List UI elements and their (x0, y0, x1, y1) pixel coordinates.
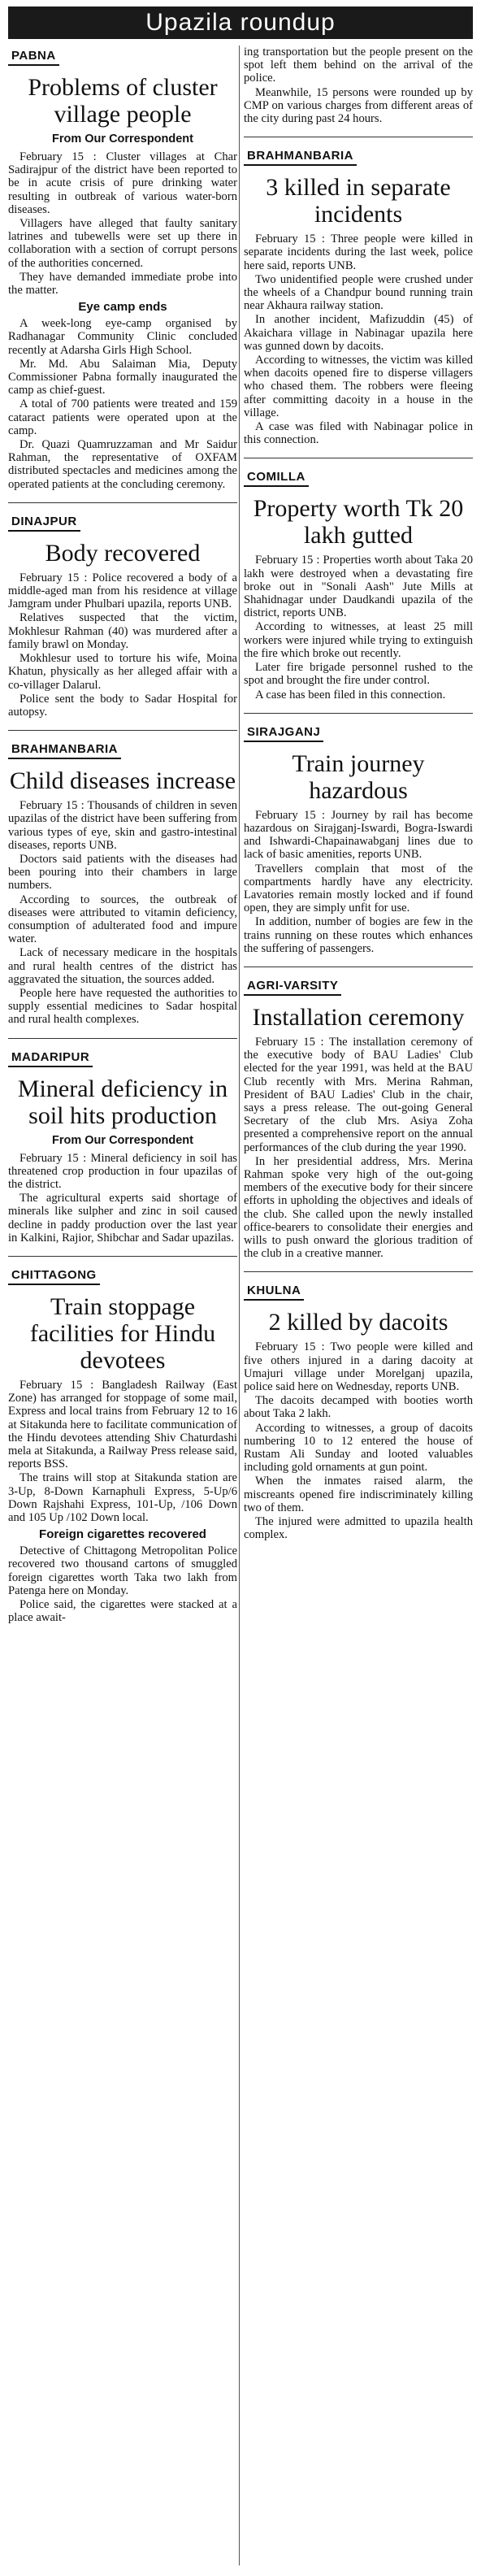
story-dateline: SIRAJGANJ (244, 723, 323, 742)
story-paragraph: They have demanded immediate probe into the matter. (8, 270, 237, 298)
story-dateline: KHULNA (244, 1282, 304, 1301)
section-banner: Upazila roundup (8, 7, 473, 39)
story-paragraph: Doctors said patients with the diseases had been pouring into their chambers in large numbers. (8, 852, 237, 893)
story-paragraph: Relatives suspected that the victim, Mokhlesur Rahman (40) was murdered after a family brawl on Monday. (8, 611, 237, 651)
news-story (8, 739, 237, 1026)
story-dateline: BRAHMANBARIA (8, 741, 121, 759)
story-rule (8, 1256, 237, 1257)
news-story (244, 467, 473, 701)
left-column (8, 46, 237, 1636)
story-paragraph: In another incident, Mafizuddin (45) of Akaichara village in Nabinagar upazila here was gunned down by dacoits. (244, 313, 473, 353)
story-paragraph: A week-long eye-camp organised by Radhanagar Community Clinic concluded recently at Adarsha Girls High School. (8, 317, 237, 357)
story-paragraph: February 15 : Three people were killed in separate incidents during the last week, police here said, reports UNB. (244, 232, 473, 272)
story-headline: Installation ceremony (252, 1003, 465, 1031)
story-dateline: MADARIPUR (8, 1049, 93, 1067)
story-paragraph: A total of 700 patients were treated and 159 cataract patients were operated upon at the camp. (8, 397, 237, 437)
story-paragraph: February 15 : Mineral deficiency in soil has threatened crop production in four upazilas of the district. (8, 1151, 237, 1191)
story-dateline: BRAHMANBARIA (244, 147, 357, 166)
news-story (8, 1265, 237, 1624)
right-column (244, 46, 473, 1553)
story-paragraph: Dr. Quazi Quamruzzaman and Mr Saidur Rahman, the representative of OXFAM distributed spectacles and medicines among the operated patients at the concluding ceremony. (8, 438, 237, 491)
story-rule (244, 1271, 473, 1272)
story-paragraph: A case was filed with Nabinagar police in this connection. (244, 420, 473, 447)
story-paragraph: Police said, the cigarettes were stacked at a place await- (8, 1598, 237, 1625)
story-dateline: COMILLA (244, 468, 309, 487)
story-paragraph: In addition, number of bogies are few in the trains running on these routes which enhances the suffering of passengers. (244, 915, 473, 955)
story-dateline: AGRI-VARSITY (244, 977, 341, 996)
story-paragraph: February 15 : Cluster villages at Char Sadirajpur of the district have been reported to be in acute crisis of pure drinking water resulting in outbreak of various water-born diseases. (8, 150, 237, 216)
story-paragraph: The agricultural experts said shortage of minerals like sulpher and zinc in soil caused decline in paddy production over the last year in Kalkini, Rajior, Shibchar and Sadar upazilas. (8, 1192, 237, 1245)
story-paragraph: February 15 : The installation ceremony of the executive body of BAU Ladies' Club elected for the year 1991, was held at the BAU Club recently with Mrs. Merina Rahman, President of BAU Ladies' Club in the chair, says a press release. The out-going General Secretary of the club Mrs. Asiya Zoha presented a comprehensive report on the annual performances of the club during the year 1990. (244, 1035, 473, 1154)
story-paragraph: In her presidential address, Mrs. Merina Rahman spoke very high of the out-going members of the executive body for their sincere efforts in upholding the objectives and ideals of the club. She called upon the newly installed office-bearers to consolidate their energies and wills to push onward the glorious tradition of the club in a creative manner. (244, 1154, 473, 1261)
story-paragraph: February 15 : Properties worth about Taka 20 lakh were destroyed when a devastating fire broke out in "Sonali Aash" Jute Mills at Shahidnagar under Daudkandi upazila of the district, reports UNB. (244, 554, 473, 620)
story-paragraph: Meanwhile, 15 persons were rounded up by CMP on various charges from different areas of the city during past 24 hours. (244, 85, 473, 126)
story-dateline: DINAJPUR (8, 513, 80, 532)
story-paragraph: Two unidentified people were crushed under the wheels of a Chandpur bound running train near Akhaura railway station. (244, 272, 473, 313)
story-paragraph: According to witnesses, the victim was killed when dacoits opened fire to disperse villagers who chased them. The robbers were fleeing after committing dacoity in a house in the village. (244, 354, 473, 419)
story-paragraph: Detective of Chittagong Metropolitan Police recovered two thousand cartons of smuggled foreign cigarettes worth Taka two lakh from Patenga here on Monday. (8, 1544, 237, 1597)
news-story (244, 722, 473, 955)
story-paragraph: According to sources, the outbreak of diseases were attributed to vitamin deficiency, consumption of adulterated food and impure water. (8, 893, 237, 946)
story-rule (8, 730, 237, 731)
story-paragraph: February 15 : Journey by rail has become hazardous on Sirajganj-Iswardi, Bogra-Iswardi and Ishwardi-Chapainawabganj lines due to lack of basic amenities, reports UNB. (244, 808, 473, 862)
story-paragraph: February 15 : Bangladesh Railway (East Zone) has arranged for stoppage of some mail, Express and local trains from February 12 to 16 at Sitakunda here to facilitate communication of the Hindu devotees attending Shiv Chaturdashi mela at Sitakunda, a Railway Press release said, reports BSS. (8, 1378, 237, 1471)
story-headline: Child diseases increase (9, 767, 236, 795)
story-paragraph: The trains will stop at Sitakunda station are 3-Up, 8-Down Karnaphuli Express, 5-Up/6 Down Rajshahi Express, 101-Up, /106 Down and 105 Up /102 Down local. (8, 1471, 237, 1525)
news-story (244, 1280, 473, 1541)
column-divider (239, 46, 240, 2565)
news-story (8, 46, 237, 491)
news-story (8, 1047, 237, 1245)
story-headline: 2 killed by dacoits (268, 1309, 448, 1336)
story-paragraph: Travellers complain that most of the compartments hardly have any electricity. Lavatories remain mostly locked and if found open, they are simply unfit for use. (244, 862, 473, 915)
story-paragraph: When the inmates raised alarm, the miscreants opened fire indiscriminately killing two of them. (244, 1475, 473, 1514)
story-rule (244, 713, 473, 714)
story-byline: From Our Correspondent (51, 1133, 193, 1147)
story-dateline: CHITTAGONG (8, 1266, 100, 1285)
news-story (244, 46, 473, 125)
story-paragraph: According to witnesses, at least 25 mill workers were injured while trying to extinguish the fire which broke out recently. (244, 620, 473, 660)
story-paragraph: February 15 : Police recovered a body of a middle-aged man from his residence at village Jamgram under Phulbari upazila, reports UNB. (8, 571, 237, 611)
story-paragraph: The dacoits decamped with booties worth about Taka 2 lakh. (244, 1394, 473, 1421)
story-headline: Train stoppage facilities for Hindu devotees (29, 1292, 216, 1374)
story-paragraph: Mr. Md. Abu Salaiman Mia, Deputy Commissioner Pabna formally inaugurated the camp as chief-guest. (8, 357, 237, 397)
story-paragraph: Later fire brigade personnel rushed to the spot and brought the fire under control. (244, 661, 473, 688)
story-paragraph: According to witnesses, a group of dacoits numbering 10 to 12 entered the house of Rustam Ali Sunday and looted valuables including gold ornaments at gun point. (244, 1421, 473, 1475)
story-paragraph: Lack of necessary medicare in the hospitals and rural health centres of the district has aggravated the situation, the sources added. (8, 946, 237, 986)
story-rule (8, 502, 237, 503)
story-paragraph: Mokhlesur used to torture his wife, Moina Khatun, physically as her alleged affair with a co-villager Dalarul. (8, 652, 237, 692)
story-paragraph: The injured were admitted to upazila health complex. (244, 1515, 473, 1542)
story-headline: Body recovered (45, 539, 201, 567)
story-subhead: Eye camp ends (78, 300, 167, 315)
story-subhead: Foreign cigarettes recovered (39, 1527, 206, 1542)
news-story (244, 146, 473, 446)
story-headline: Mineral deficiency in soil hits production (17, 1075, 228, 1129)
story-rule (8, 1038, 237, 1039)
story-paragraph: Police sent the body to Sadar Hospital for autopsy. (8, 692, 237, 719)
story-paragraph: February 15 : Thousands of children in seven upazilas of the district have been suffering from various types of eye, skin and gastro-intestinal diseases, reports UNB. (8, 799, 237, 852)
story-headline: 3 killed in separate incidents (266, 174, 451, 228)
story-headline: Train journey hazardous (292, 749, 425, 804)
story-paragraph: People here have requested the authorities to supply essential medicines to Sadar hospital and rural health complexes. (8, 986, 237, 1027)
news-story (8, 511, 237, 719)
story-dateline: PABNA (8, 47, 59, 66)
story-paragraph: ing transportation but the people present on the spot left them behind on the arrival of the police. (244, 46, 473, 85)
story-headline: Property worth Tk 20 lakh gutted (253, 495, 464, 550)
news-story (244, 975, 473, 1260)
story-paragraph: A case has been filed in this connection. (255, 688, 446, 702)
story-paragraph: Villagers have alleged that faulty sanitary latrines and tubewells were set up there in collaboration with a section of corrupt persons of the authorities concerned. (8, 217, 237, 270)
story-headline: Problems of cluster village people (28, 74, 218, 128)
story-byline: From Our Correspondent (51, 132, 193, 146)
story-paragraph: February 15 : Two people were killed and five others injured in a daring dacoity at Umajuri village under Morelganj upazila, police said here on Wednesday, reports UNB. (244, 1340, 473, 1393)
